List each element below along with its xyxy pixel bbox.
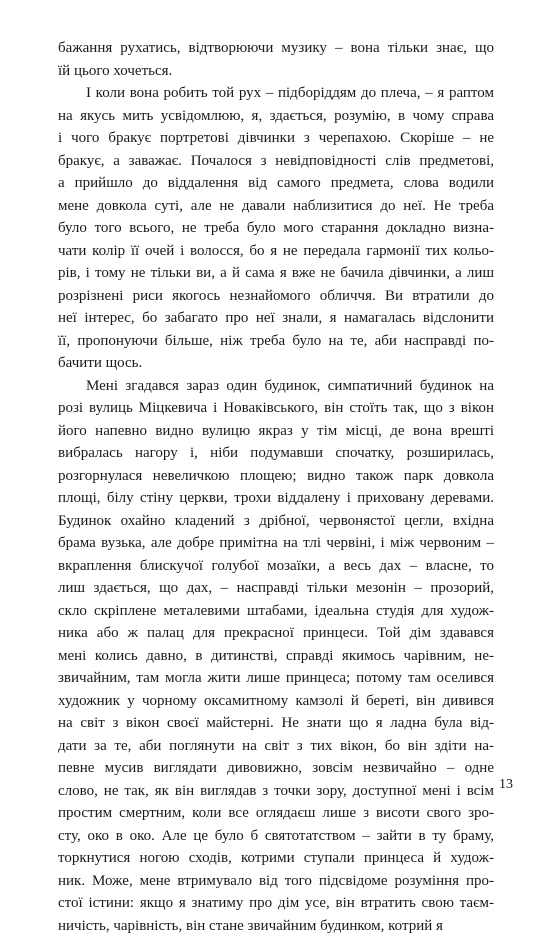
text-line: неї інтерес, бо забагато про неї знали, я намагалась відслонити [58, 307, 494, 330]
text-line: їй цього хочеться. [58, 60, 494, 83]
text-line: стої істини: якщо я знатиму про дім усе, він втратить свою таєм- [58, 892, 494, 915]
text-line: художник у чорному оксамитному камзолі й береті, він дивився [58, 690, 494, 713]
text-line: брама вузька, але добре примітна на тлі червіні, і між червоним – [58, 532, 494, 555]
text-line: дати за те, аби поглянути на світ з тих вікон, бо він здіти на- [58, 735, 494, 758]
text-line: Мені згадався зараз один будинок, симпатичний будинок на [58, 375, 494, 398]
text-line: ничість, чарівність, він стане звичайним будинком, котрий я [58, 915, 494, 937]
text-line: розрізнені риси якогось незнайомого обличчя. Ви втратили до [58, 285, 494, 308]
text-line: вкраплення блискучої голубої мозаїки, а весь дах – власне, то [58, 555, 494, 578]
text-line: розі вулиць Міцкевича і Новаківського, він стоїть так, що з вікон [58, 397, 494, 420]
text-line: сту, око в око. Але це було б святотатством – зайти в ту браму, [58, 825, 494, 848]
paragraph [58, 375, 494, 937]
text-line: на світ з вікон своєї майстерні. Не знати що я ладна була від- [58, 712, 494, 735]
text-line: розгорнулася невеличкою площею; видно також парк довкола [58, 465, 494, 488]
text-line: звичайним, там могла жити лише принцеса; потому там оселився [58, 667, 494, 690]
text-line: мені колись давно, в дитинстві, справді якимось чарівним, не- [58, 645, 494, 668]
text-line: простим смертним, коли все оглядаєш лише з висоти свого зро- [58, 802, 494, 825]
text-line: ник. Може, мене втримувало від того підсвідоме розуміння про- [58, 870, 494, 893]
text-line: Будинок охайно кладений з дрібної, червонястої цегли, вхідна [58, 510, 494, 533]
text-line: бракує, а заважає. Почалося з невідповідності слів предметові, [58, 150, 494, 173]
text-line: скло скріплене металевими штабами, ідеальна студія для худож- [58, 600, 494, 623]
text-line: було того всього, не треба було мого старання докладно визна- [58, 217, 494, 240]
text-line: на якусь мить усвідомлюю, я, здається, розумію, в чому справа [58, 105, 494, 128]
text-line: бажання рухатись, відтворюючи музику – вона тільки знає, що [58, 37, 494, 60]
text-line: її, пропонуючи більше, ніж треба було на те, аби насправді по- [58, 330, 494, 353]
text-line: торкнутися ногою сходів, котрими ступали принцеса й худож- [58, 847, 494, 870]
text-line: його напевно видно вулицю якраз у тім місці, де вона врешті [58, 420, 494, 443]
text-line: І коли вона робить той рух – підборіддям до плеча, – я раптом [58, 82, 494, 105]
paragraph [58, 82, 494, 375]
page-number: 13 [499, 777, 513, 793]
text-line: лиш здається, що дах, – насправді тільки мезонін – прозорий, [58, 577, 494, 600]
text-line: чати колір її очей і волосся, бо я не передала гармонії тих кольо- [58, 240, 494, 263]
paragraph [58, 37, 494, 82]
text-line: ника або ж палац для прекрасної принцеси. Той дім здавався [58, 622, 494, 645]
text-line: бачити щось. [58, 352, 494, 375]
text-line: певне мусив виглядати дивовижно, зовсім незвичайно – одне [58, 757, 494, 780]
text-line: рів, і тому не тільки ви, а й сама я вже не бачила дівчинки, а лиш [58, 262, 494, 285]
text-line: мене довкола суті, але не давали наблизитися до неї. Не треба [58, 195, 494, 218]
text-line: вибралась нагору і, ніби подумавши спочатку, розширилась, [58, 442, 494, 465]
text-line: а прийшло до віддалення від самого предмета, слова водили [58, 172, 494, 195]
body-text [58, 37, 494, 937]
text-line: і чого бракує портретові дівчинки з черепахою. Скоріше – не [58, 127, 494, 150]
text-line: слово, не так, як він виглядав з точки зору, доступної мені і всім [58, 780, 494, 803]
text-line: площі, білу стіну церкви, трохи віддалену і приховану деревами. [58, 487, 494, 510]
